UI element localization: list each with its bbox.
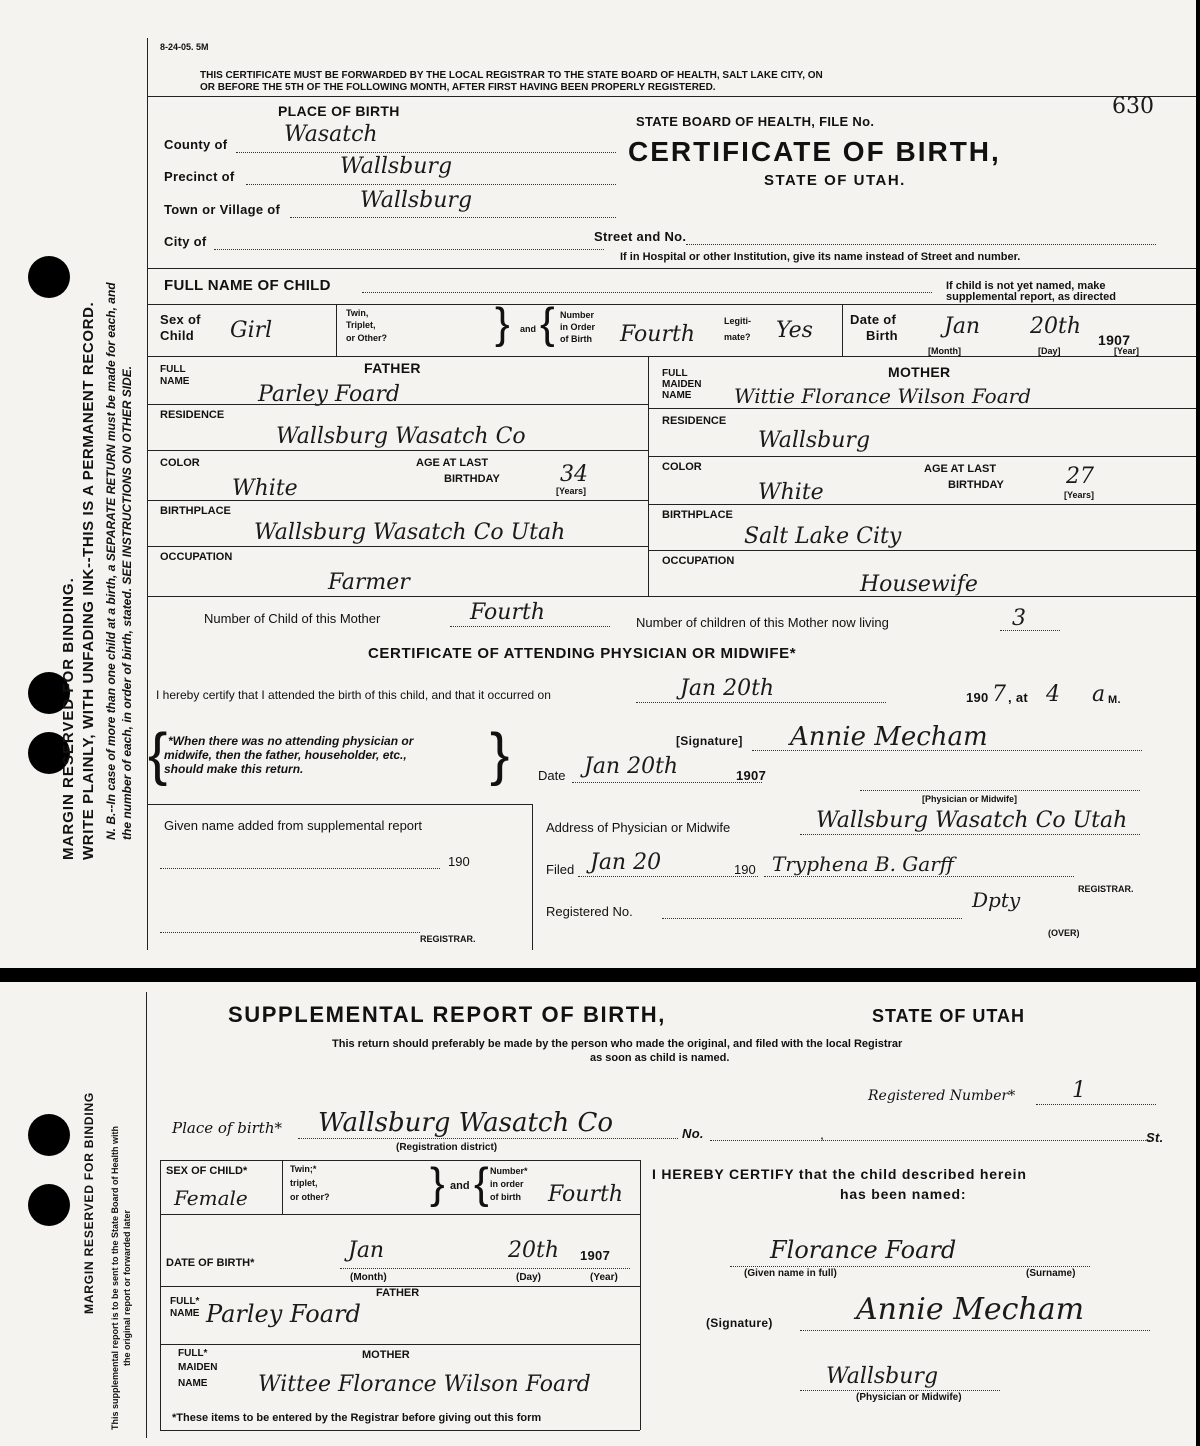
mother-birthplace-value: Salt Lake City [744,524,902,549]
supp-dob-label: DATE OF BIRTH* [166,1257,255,1269]
city-label: City of [164,234,207,249]
legit-label-2: mate? [724,332,751,342]
hospital-note: If in Hospital or other Institution, give its name instead of Street and number. [620,251,1021,263]
supp-place-value: Wallsburg Wasatch Co [318,1108,614,1138]
mother-age-value: 27 [1066,464,1094,489]
birth-order-value: Fourth [620,322,696,347]
birth-certificate: MARGIN RESERVED FOR BINDING. WRITE PLAINLY, WITH UNFADING INK--THIS IS A PERMANENT RECORD. N. B.--In case of more than one child at a birth, a SEPARATE RETURN must be made for each, and the number of each, in order of birth, stated. SEE INSTRUCTIONS ON OTHER SIDE. 8-24-05. 5M THIS CERTIFICATE MUST BE FORWARDED BY THE LOCAL REGISTRAR TO THE STATE BOARD OF HEALTH, SALT LAKE CITY, ON OR BEFORE THE 5TH OF THE FOLLOWING MONTH, AFTER FIRST HAVING BEEN PROPERLY REGISTERED. 630 PLACE OF BIRTH STATE BOARD OF HEALTH, FILE No. CERTIFICATE OF BIRTH, STATE OF UTAH. County of Wasatch Precinct of Wallsburg Town or Village of Wallsburg City of Street and No. If in Hospital or other Institution, give its name instead of Street and number. FULL NAME OF CHILD If child is not yet named, make supplemental report, as directed Sex of Child Girl Twin, Triplet, or Other? } and { Number in Order of Birth Fourth Legiti- mate? Yes Date of Birth Jan 20th 1907 [Month] [Day] [Year] FATHER FULL NAME Parley Foard RESIDENCE Wallsburg Wasatch Co COLOR White AGE AT LAST BIRTHDAY 34 [Years] BIRTHPLACE Wallsburg Wasatch Co Utah OCCUPATION Farmer MOTHER FULL MAIDEN NAME Wittie Florance Wilson Foard RESIDENCE Wallsburg COLOR White AGE AT LAST BIRTHDAY 27 [Years] BIRTHPLACE Salt Lake City OCCUPATION Housewife Number of Child of this Mother Fourth Number of children of this Mother now living 3 CERTIFICATE OF ATTENDING PHYSICIAN OR MIDWIFE* I hereby certify that I attended the birth of this child, and that it occurred on Jan 20th 190 7 , at 4 a M. { *When there was no attending physician or midwife, then the father, householder, etc., should make this return. } [Signature] Annie Mecham Date Jan 20th 1907 [Physician or Midwife] Given name added from supplemental report 190 REGISTRAR. Address of Physician or Midwife Wallsburg Wasatch Co Utah Filed Jan 20 190 Tryphena B. Garff REGISTRAR. Dpty Registered No. (OVER) [0,0,1196,968]
margin-note-2: the number of each, in order of birth, stated. SEE INSTRUCTIONS ON OTHER SIDE. [120,365,134,840]
supp-registered-label: Registered Number* [868,1088,1016,1104]
day-caption: [Day] [1038,346,1061,356]
supp-twin-label-3: or other? [290,1192,330,1202]
supp-sex-label: SEX OF CHILD* [166,1165,248,1177]
occurred-year-prefix: 190 [966,690,989,705]
supp-month-caption: (Month) [350,1272,387,1283]
child-number-label: Number of Child of this Mother [204,611,381,626]
mother-color-label: COLOR [662,461,702,473]
supp-number-label-2: in order [490,1179,524,1189]
supp-mother-label-2: MAIDEN [178,1362,218,1373]
filed-label: Filed [546,862,575,877]
supp-given-name-value: Florance Foard [770,1236,957,1264]
dob-year: 1907 [1098,332,1131,348]
mother-name-label-3: NAME [662,390,692,401]
supp-signature-value: Annie Mecham [856,1292,1085,1327]
not-named-note-1: If child is not yet named, make [946,280,1106,292]
county-value: Wasatch [284,122,378,147]
certificate-title: CERTIFICATE OF BIRTH, [628,136,1001,167]
supp-margin-note-2: the original report or forwarded later [122,1209,132,1366]
legit-label-1: Legiti- [724,316,751,326]
supp-given-caption: (Given name in full) [744,1268,837,1279]
father-occupation-value: Farmer [328,570,410,595]
sex-value: Girl [230,318,273,343]
instructions-line-2: OR BEFORE THE 5TH OF THE FOLLOWING MONTH, AFTER FIRST HAVING BEEN PROPERLY REGISTERED. [200,82,716,93]
registrar-signature: Tryphena B. Garff [772,852,954,876]
father-birthplace-label: BIRTHPLACE [160,505,231,517]
supp-mother-label-3: NAME [178,1378,208,1389]
precinct-value: Wallsburg [340,154,453,179]
supp-st-label: St. [1146,1130,1164,1145]
supp-number-label-3: of birth [490,1192,521,1202]
twin-label-3: or Other? [346,333,388,343]
mother-occupation-value: Housewife [860,572,978,597]
mother-residence-value: Wallsburg [758,428,871,453]
supplemental-report: MARGIN RESERVED FOR BINDING This supplemental report is to be sent to the State Board of Health with the original report or forwarded later SUPPLEMENTAL REPORT OF BIRTH, STATE OF UTAH This return should preferably be made by the person who made the original, and filed with the local Registrar as soon as child is named. Registered Number* 1 Place of birth* Wallsburg Wasatch Co No. , St. (Registration district) SEX OF CHILD* Female Twin;* triplet, or other? } and { Number* in order of birth Fourth DATE OF BIRTH* Jan 20th 1907 (Month) (Day) (Year) FATHER FULL* NAME Parley Foard MOTHER FULL* MAIDEN NAME Wittee Florance Wilson Foard *These items to be entered by the Registrar before giving out this form I HEREBY CERTIFY that the child described herein has been named: Florance Foard (Given name in full) (Surname) (Signature) Annie Mecham Wallsburg (Physician or Midwife) [0,982,1196,1446]
physician-caption: [Physician or Midwife] [922,794,1018,804]
signature-label: [Signature] [676,734,743,748]
mother-age-label-1: AGE AT LAST [924,463,997,475]
date-year: 1907 [736,768,767,783]
supp-number-label-1: Number* [490,1166,528,1176]
file-number-label: STATE BOARD OF HEALTH, FILE No. [636,114,875,129]
father-name-value: Parley Foard [258,382,400,407]
supp-registered-value: 1 [1072,1078,1086,1103]
supp-surname-caption: (Surname) [1026,1268,1076,1279]
father-years-caption: [Years] [556,486,587,496]
precinct-label: Precinct of [164,169,235,184]
month-caption: [Month] [928,346,961,356]
child-number-value: Fourth [470,600,546,625]
physician-note-3: should make this return. [164,762,304,776]
twin-label-1: Twin, [346,308,369,318]
supp-note-1: This return should preferably be made by the person who made the original, and filed with the local Registrar [332,1038,903,1050]
dob-month: Jan [944,314,981,339]
street-label: Street and No. [594,229,687,244]
father-name-label-2: NAME [160,376,190,387]
margin-permanent-record-text: WRITE PLAINLY, WITH UNFADING INK--THIS IS A PERMANENT RECORD. [80,301,97,860]
margin-note-1: N. B.--In case of more than one child at a birth, a SEPARATE RETURN must be made for each, and [104,282,118,840]
and-label: and [520,324,537,334]
supp-father-label-1: FULL* [170,1296,200,1307]
binding-hole [28,256,70,298]
supp-place-label: Place of birth* [172,1119,282,1137]
father-birthplace-value: Wallsburg Wasatch Co Utah [254,520,566,545]
father-age-label-2: BIRTHDAY [444,473,500,485]
mother-color-value: White [758,480,824,505]
town-label: Town or Village of [164,202,281,217]
physician-heading: CERTIFICATE OF ATTENDING PHYSICIAN OR MIDWIFE* [368,645,797,662]
dob-day: 20th [1030,314,1082,339]
given-registrar-label: REGISTRAR. [420,934,476,944]
deputy-mark: Dpty [972,888,1021,912]
binding-hole [28,1114,70,1156]
supp-signature-label: (Signature) [706,1316,773,1330]
certify-text: I hereby certify that I attended the birth of this child, and that it occurred on [156,688,551,702]
children-living-label: Number of children of this Mother now living [636,615,889,630]
mother-birthplace-label: BIRTHPLACE [662,509,733,521]
county-label: County of [164,137,228,152]
mother-years-caption: [Years] [1064,490,1095,500]
over-label: (OVER) [1048,928,1080,938]
sex-label-2: Child [160,328,194,343]
legitimate-value: Yes [776,318,813,343]
supp-year-caption: (Year) [590,1272,618,1283]
supp-dob-year: 1907 [580,1248,611,1263]
dob-label-2: Birth [866,328,898,343]
father-residence-value: Wallsburg Wasatch Co [276,424,526,449]
father-color-value: White [232,476,298,501]
registrar-label: REGISTRAR. [1078,884,1134,894]
certificate-subtitle: STATE OF UTAH. [764,172,906,189]
supp-number-value: Fourth [548,1182,624,1207]
supp-margin-binding-text: MARGIN RESERVED FOR BINDING [82,1091,96,1314]
filed-year: 190 [734,862,756,877]
father-heading: FATHER [364,360,421,376]
file-number: 630 [1112,94,1154,119]
place-of-birth-heading: PLACE OF BIRTH [278,103,400,119]
year-caption: [Year] [1114,346,1140,356]
physician-note-1: *When there was no attending physician or [168,734,414,748]
date-label: Date [538,768,566,783]
supp-sex-value: Female [174,1186,248,1210]
supp-and-label: and [450,1180,470,1192]
full-name-label: FULL NAME OF CHILD [164,277,331,294]
number-label-3: of Birth [560,334,592,344]
supp-father-label-2: NAME [170,1308,200,1319]
supp-mother-value: Wittee Florance Wilson Foard [258,1372,591,1397]
instructions-line-1: THIS CERTIFICATE MUST BE FORWARDED BY THE LOCAL REGISTRAR TO THE STATE BOARD OF HEALTH, SALT LAKE CITY, ON [200,70,823,81]
supp-note-2: as soon as child is named. [590,1052,730,1064]
supp-day-caption: (Day) [516,1272,542,1283]
supp-certify-2: has been named: [840,1186,967,1202]
at-label: , at [1008,690,1028,705]
form-code: 8-24-05. 5M [160,42,209,52]
father-name-label-1: FULL [160,364,186,375]
m-label: M. [1108,694,1121,706]
children-living-value: 3 [1012,606,1026,631]
number-label-1: Number [560,310,595,320]
supp-title-state: STATE OF UTAH [872,1006,1025,1026]
mother-age-label-2: BIRTHDAY [948,479,1004,491]
given-year-label: 190 [448,854,470,869]
occurred-year-suffix: 7 [992,682,1006,707]
physician-signature: Annie Mecham [790,722,988,752]
mother-residence-label: RESIDENCE [662,415,727,427]
form-left-border [147,38,148,950]
supp-twin-label-1: Twin;* [290,1164,317,1174]
filed-value: Jan 20 [590,850,662,875]
margin-binding-text: MARGIN RESERVED FOR BINDING. [60,577,77,860]
supp-footnote: *These items to be entered by the Registrar before giving out this form [172,1412,542,1424]
mother-occupation-label: OCCUPATION [662,555,735,567]
mother-name-label-2: MAIDEN [662,379,702,390]
supp-mother-label-1: FULL* [178,1348,208,1359]
supp-physician-caption: (Physician or Midwife) [856,1392,962,1403]
occurred-ampm: a [1092,682,1106,707]
not-named-note-2: supplemental report, as directed [946,291,1116,303]
mother-heading: MOTHER [888,364,951,380]
number-label-2: in Order [560,322,596,332]
mother-name-value: Wittie Florance Wilson Foard [734,384,1031,408]
registered-no-label: Registered No. [546,904,633,919]
date-value: Jan 20th [584,754,679,779]
physician-note-2: midwife, then the father, householder, etc., [164,748,407,762]
supp-district-caption: (Registration district) [396,1142,498,1153]
supp-left-border [146,992,147,1438]
address-value: Wallsburg Wasatch Co Utah [816,808,1128,833]
supp-father-heading: FATHER [376,1287,420,1299]
town-value: Wallsburg [360,188,473,213]
supp-dob-day: 20th [508,1238,560,1263]
supp-certify-1: I HEREBY CERTIFY that the child described herein [652,1166,1027,1182]
mother-name-label-1: FULL [662,368,688,379]
father-residence-label: RESIDENCE [160,409,225,421]
supp-dob-month: Jan [348,1238,385,1263]
supp-father-value: Parley Foard [206,1300,361,1328]
supp-place-value-2: Wallsburg [826,1364,939,1389]
supp-twin-label-2: triplet, [290,1178,318,1188]
address-label: Address of Physician or Midwife [546,820,731,835]
sex-label-1: Sex of [160,312,201,327]
supp-no-label: No. [682,1126,704,1141]
twin-label-2: Triplet, [346,320,376,330]
supp-mother-heading: MOTHER [362,1349,410,1361]
occurred-hour: 4 [1046,682,1060,707]
supp-margin-note-1: This supplemental report is to be sent to the State Board of Health with [110,1125,120,1430]
father-age-value: 34 [560,462,588,487]
occurred-date: Jan 20th [680,676,775,701]
father-color-label: COLOR [160,457,200,469]
binding-hole [28,1184,70,1226]
dob-label-1: Date of [850,312,897,327]
father-occupation-label: OCCUPATION [160,551,233,563]
supp-title: SUPPLEMENTAL REPORT OF BIRTH, [228,1002,666,1027]
father-age-label-1: AGE AT LAST [416,457,489,469]
given-name-label: Given name added from supplemental report [164,818,422,833]
